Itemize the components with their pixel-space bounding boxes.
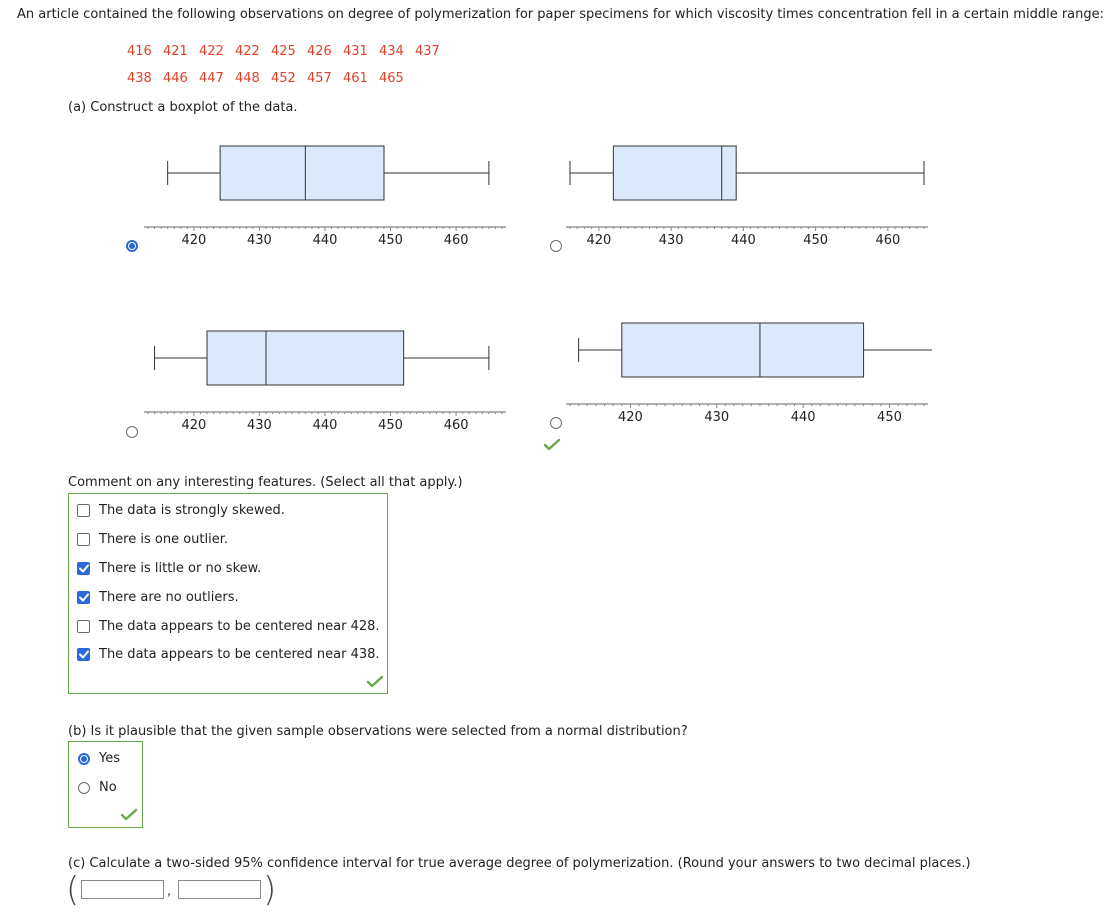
observations-row-1 bbox=[127, 44, 451, 59]
feature-option[interactable] bbox=[77, 531, 228, 547]
feature-checkbox[interactable] bbox=[77, 533, 90, 546]
observation-value: 434 bbox=[379, 44, 404, 59]
close-paren: ) bbox=[263, 870, 277, 910]
feature-option[interactable] bbox=[77, 618, 380, 634]
tick-label: 430 bbox=[658, 233, 684, 248]
feature-option[interactable] bbox=[77, 502, 285, 518]
boxplot-option-4 bbox=[562, 317, 932, 432]
feature-option[interactable] bbox=[77, 560, 261, 576]
observation-value: 452 bbox=[271, 71, 296, 86]
iqr-box bbox=[220, 146, 384, 200]
observation-value: 465 bbox=[379, 71, 404, 86]
iqr-box bbox=[622, 323, 864, 377]
feature-checkbox[interactable] bbox=[77, 562, 90, 575]
boxplot-option-3-radio[interactable] bbox=[126, 426, 138, 438]
yes-radio[interactable] bbox=[78, 753, 90, 765]
feature-checkbox[interactable] bbox=[77, 504, 90, 517]
ci-lower-input[interactable] bbox=[81, 880, 164, 899]
tick-label: 450 bbox=[803, 233, 829, 248]
observation-value: 461 bbox=[343, 71, 368, 86]
no-label: No bbox=[99, 780, 117, 795]
ci-separator: , bbox=[167, 884, 172, 899]
feature-checkbox[interactable] bbox=[77, 620, 90, 633]
tick-label: 430 bbox=[247, 418, 272, 433]
observation-value: 446 bbox=[163, 71, 188, 86]
tick-label: 420 bbox=[181, 233, 207, 248]
tick-label: 430 bbox=[247, 233, 272, 248]
tick-label: 460 bbox=[443, 418, 469, 433]
comment-prompt: Comment on any interesting features. (Select all that apply.) bbox=[68, 475, 463, 490]
boxplot-option-2-radio[interactable] bbox=[550, 240, 562, 252]
feature-option[interactable] bbox=[77, 646, 380, 662]
observation-value: 416 bbox=[127, 44, 152, 59]
feature-label: There is one outlier. bbox=[99, 531, 229, 547]
feature-label: There are no outliers. bbox=[99, 589, 239, 605]
observation-value: 447 bbox=[199, 71, 224, 86]
tick-label: 440 bbox=[312, 418, 338, 433]
observation-value: 457 bbox=[307, 71, 332, 86]
tick-label: 450 bbox=[877, 410, 902, 425]
checkbox-check-icon bbox=[79, 650, 89, 659]
tick-label: 420 bbox=[586, 233, 612, 248]
observations-row-2 bbox=[127, 71, 415, 86]
observation-value: 431 bbox=[343, 44, 368, 59]
tick-label: 430 bbox=[704, 410, 730, 425]
feature-label: The data appears to be centered near 428. bbox=[99, 618, 380, 634]
open-paren: ( bbox=[66, 870, 80, 910]
no-radio[interactable] bbox=[78, 782, 90, 794]
boxplot-option-4-radio[interactable] bbox=[550, 417, 562, 429]
checkbox-check-icon bbox=[79, 564, 89, 573]
tick-label: 440 bbox=[790, 410, 816, 425]
option-no[interactable] bbox=[78, 780, 117, 795]
part-c-label: (c) Calculate a two-sided 95% confidence interval for true average degree of polymerization. (Round your answers to two decimal places.) bbox=[68, 856, 971, 871]
observation-value: 438 bbox=[127, 71, 152, 86]
observation-value: 425 bbox=[271, 44, 296, 59]
observation-value: 426 bbox=[307, 44, 332, 59]
correct-check-icon bbox=[366, 675, 384, 688]
observation-value: 421 bbox=[163, 44, 188, 59]
feature-label: The data is strongly skewed. bbox=[99, 502, 285, 518]
feature-label: The data appears to be centered near 438. bbox=[99, 646, 380, 662]
yes-label: Yes bbox=[99, 751, 120, 766]
correct-check-icon bbox=[543, 438, 561, 451]
option-yes[interactable] bbox=[78, 751, 120, 766]
tick-label: 450 bbox=[378, 418, 403, 433]
boxplot-option-1-radio[interactable] bbox=[126, 240, 138, 252]
ci-upper-input[interactable] bbox=[178, 880, 261, 899]
observation-value: 422 bbox=[235, 44, 260, 59]
part-b-label: (b) Is it plausible that the given sample observations were selected from a normal distribution? bbox=[68, 724, 688, 739]
tick-label: 450 bbox=[378, 233, 403, 248]
observation-value: 422 bbox=[199, 44, 224, 59]
iqr-box bbox=[613, 146, 736, 200]
tick-label: 420 bbox=[618, 410, 643, 425]
boxplot-option-1 bbox=[140, 140, 510, 255]
part-a-label: (a) Construct a boxplot of the data. bbox=[68, 100, 298, 115]
boxplot-option-3 bbox=[140, 325, 510, 440]
feature-checkbox[interactable] bbox=[77, 591, 90, 604]
feature-label: There is little or no skew. bbox=[99, 560, 262, 576]
boxplot-option-2 bbox=[562, 140, 932, 255]
observation-value: 437 bbox=[415, 44, 440, 59]
iqr-box bbox=[207, 331, 404, 385]
tick-label: 440 bbox=[730, 233, 756, 248]
checkbox-check-icon bbox=[79, 593, 89, 602]
feature-checkbox[interactable] bbox=[77, 648, 90, 661]
observation-value: 448 bbox=[235, 71, 260, 86]
feature-option[interactable] bbox=[77, 589, 239, 605]
tick-label: 440 bbox=[312, 233, 338, 248]
problem-intro: An article contained the following observations on degree of polymerization for paper specimens for which viscosity times concentration fell in a certain middle range: bbox=[17, 7, 1105, 22]
tick-label: 420 bbox=[181, 418, 207, 433]
tick-label: 460 bbox=[875, 233, 901, 248]
tick-label: 460 bbox=[443, 233, 469, 248]
correct-check-icon bbox=[120, 808, 138, 821]
